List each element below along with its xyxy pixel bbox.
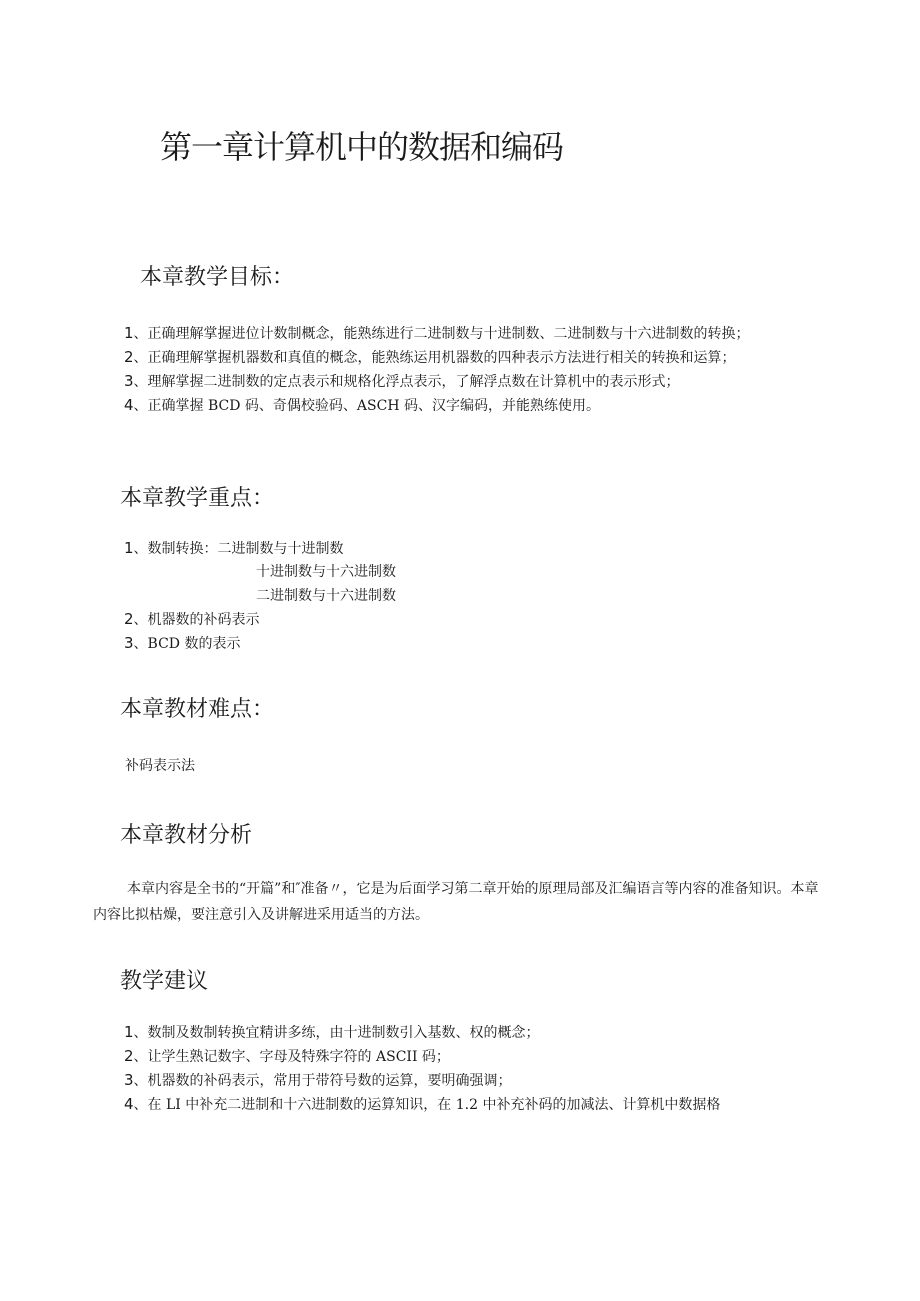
suggestion-text: 、让学生熟记数字、字母及特殊字符的 ASCII 码； (133, 1049, 450, 1065)
goal-item-number: 1 (124, 324, 134, 342)
chapter-title: 第一章计算机中的数据和编码 (160, 128, 564, 166)
key-points-heading: 本章教学重点： (120, 486, 275, 511)
goal-item-number: 3 (124, 372, 134, 390)
difficulty-text: 补码表示法 (125, 758, 195, 774)
key-point-number: 3 (124, 634, 134, 652)
goal-item-text: 、正确理解掌握进位计数制概念，能熟练进行二进制数与十进制数、二进制数与十六进制数的转换； (133, 326, 750, 342)
key-point-item (124, 538, 344, 559)
suggestion-item (124, 1046, 450, 1067)
suggestion-text: 、数制及数制转换宜精讲多练，由十进制数引入基数、权的概念； (133, 1025, 540, 1041)
suggestion-number: 2 (124, 1047, 134, 1065)
goals-heading: 本章教学目标： (140, 265, 295, 290)
goal-item-text: 、正确理解掌握机器数和真值的概念，能熟练运用机器数的四种表示方法进行相关的转换和运算； (133, 350, 736, 366)
goal-item (124, 323, 750, 344)
analysis-heading: 本章教材分析 (120, 823, 253, 848)
key-point-number: 2 (124, 610, 134, 628)
key-point-number: 1 (124, 539, 134, 557)
difficulties-heading: 本章教材难点： (120, 697, 275, 722)
suggestions-heading: 教学建议 (120, 969, 209, 994)
suggestion-item (124, 1022, 540, 1043)
suggestion-number: 3 (124, 1071, 134, 1089)
key-point-text: 、BCD 数的表示 (133, 636, 241, 652)
goal-item-number: 4 (124, 396, 134, 414)
goal-item-number: 2 (124, 348, 134, 366)
key-point-text: 、机器数的补码表示 (133, 612, 260, 628)
goal-item-text: 、理解掌握二进制数的定点表示和规格化浮点表示，了解浮点数在计算机中的表示形式； (133, 374, 680, 390)
goal-item-text: 、正确掌握 BCD 码、奇偶校验码、ASCH 码、汉字编码，并能熟练使用。 (133, 398, 601, 414)
suggestion-text: 、机器数的补码表示，常用于带符号数的运算，要明确强调； (133, 1073, 512, 1089)
suggestion-number: 4 (124, 1095, 134, 1113)
goal-item (124, 347, 736, 368)
goal-item (124, 395, 600, 416)
key-point-subitem: 二进制数与十六进制数 (256, 588, 396, 604)
goal-item (124, 371, 680, 392)
key-point-item (124, 633, 240, 654)
suggestion-text: 、在 LI 中补充二进制和十六进制数的运算知识，在 1.2 中补充补码的加减法、计算机中数据格 (133, 1097, 721, 1113)
analysis-paragraph: 本章内容是全书的“开篇”和″准备〃，它是为后面学习第二章开始的原理局部及汇编语言等内容的准备知识。本章内容比拟枯燥，要注意引入及讲解进采用适当的方法。 (93, 881, 819, 923)
key-point-item (124, 609, 260, 630)
suggestion-item (124, 1094, 720, 1115)
suggestion-item (124, 1070, 512, 1091)
key-point-subitem: 十进制数与十六进制数 (256, 564, 396, 580)
key-point-text: 、数制转换：二进制数与十进制数 (133, 541, 344, 557)
suggestion-number: 1 (124, 1023, 134, 1041)
